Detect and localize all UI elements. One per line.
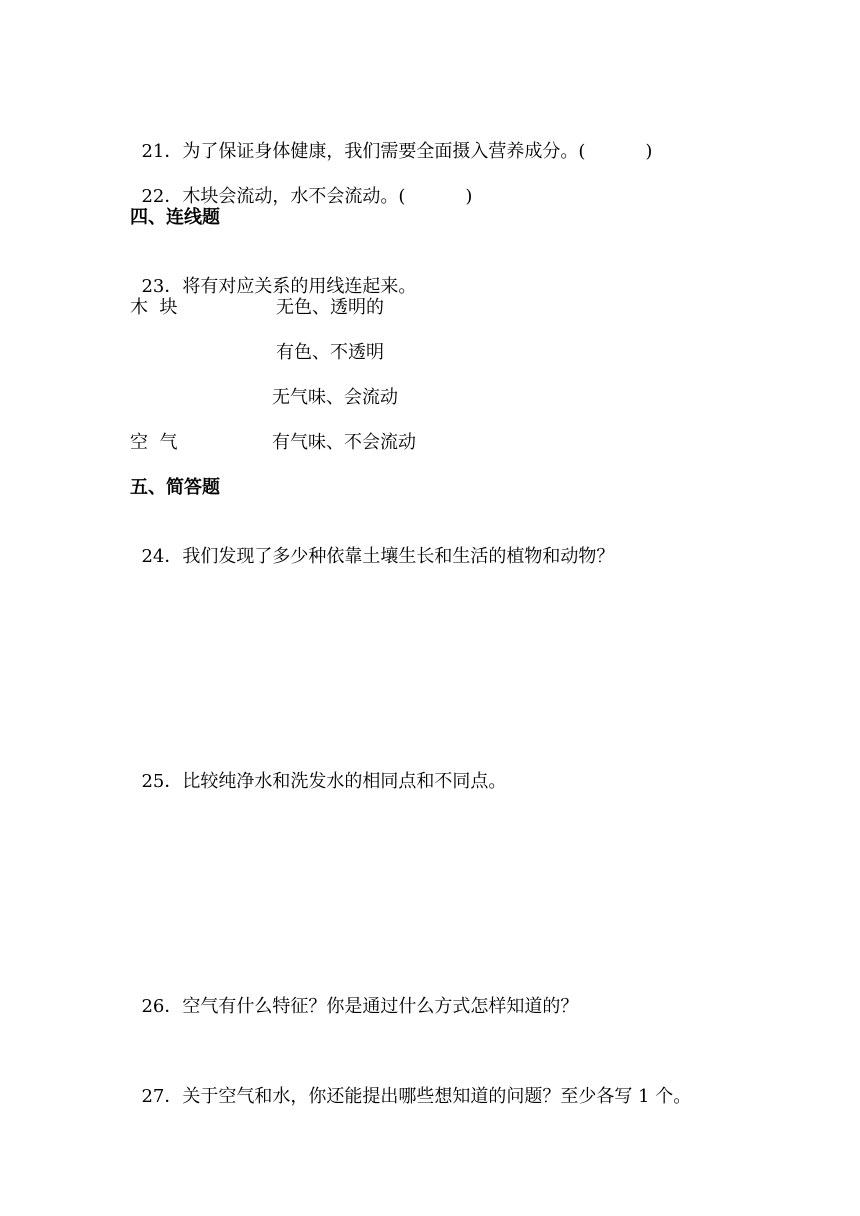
question-22-number: 22． xyxy=(141,186,183,207)
question-21 xyxy=(130,116,652,164)
question-24-number: 24． xyxy=(141,546,183,567)
match-right-item-3[interactable]: 无气味、会流动 xyxy=(272,387,398,408)
question-22-text: 木块会流动，水不会流动。 xyxy=(182,186,399,207)
question-23 xyxy=(130,251,416,299)
match-left-item-1[interactable]: 木 块 xyxy=(130,297,178,318)
match-right-item-2[interactable]: 有色、不透明 xyxy=(276,342,384,363)
question-22-answer-open: ( xyxy=(398,186,406,207)
question-27-text: 关于空气和水，你还能提出哪些想知道的问题？至少各写 1 个。 xyxy=(182,1086,692,1107)
question-23-text: 将有对应关系的用线连起来。 xyxy=(182,276,417,297)
section-4-heading: 四、连线题 xyxy=(130,207,220,228)
question-27-number: 27． xyxy=(141,1086,183,1107)
question-26-text: 空气有什么特征？你是通过什么方式怎样知道的？ xyxy=(182,996,579,1017)
question-24 xyxy=(130,521,614,569)
question-22 xyxy=(130,161,472,209)
question-24-text: 我们发现了多少种依靠土壤生长和生活的植物和动物？ xyxy=(182,546,615,567)
question-26-number: 26． xyxy=(141,996,183,1017)
question-25-number: 25． xyxy=(141,771,183,792)
section-5-heading: 五、简答题 xyxy=(130,477,220,498)
question-26 xyxy=(130,971,578,1019)
question-23-number: 23． xyxy=(141,276,183,297)
question-25-text: 比较纯净水和洗发水的相同点和不同点。 xyxy=(182,771,507,792)
question-22-answer-close: ) xyxy=(465,186,473,207)
question-25 xyxy=(130,746,506,794)
question-27 xyxy=(130,1061,691,1109)
question-21-number: 21． xyxy=(141,141,183,162)
question-21-answer-open: ( xyxy=(578,141,586,162)
question-21-text: 为了保证身体健康，我们需要全面摄入营养成分。 xyxy=(182,141,579,162)
match-left-item-2[interactable]: 空 气 xyxy=(130,432,178,453)
match-right-item-1[interactable]: 无色、透明的 xyxy=(276,297,384,318)
match-right-item-4[interactable]: 有气味、不会流动 xyxy=(272,432,416,453)
question-21-answer-close: ) xyxy=(645,141,653,162)
